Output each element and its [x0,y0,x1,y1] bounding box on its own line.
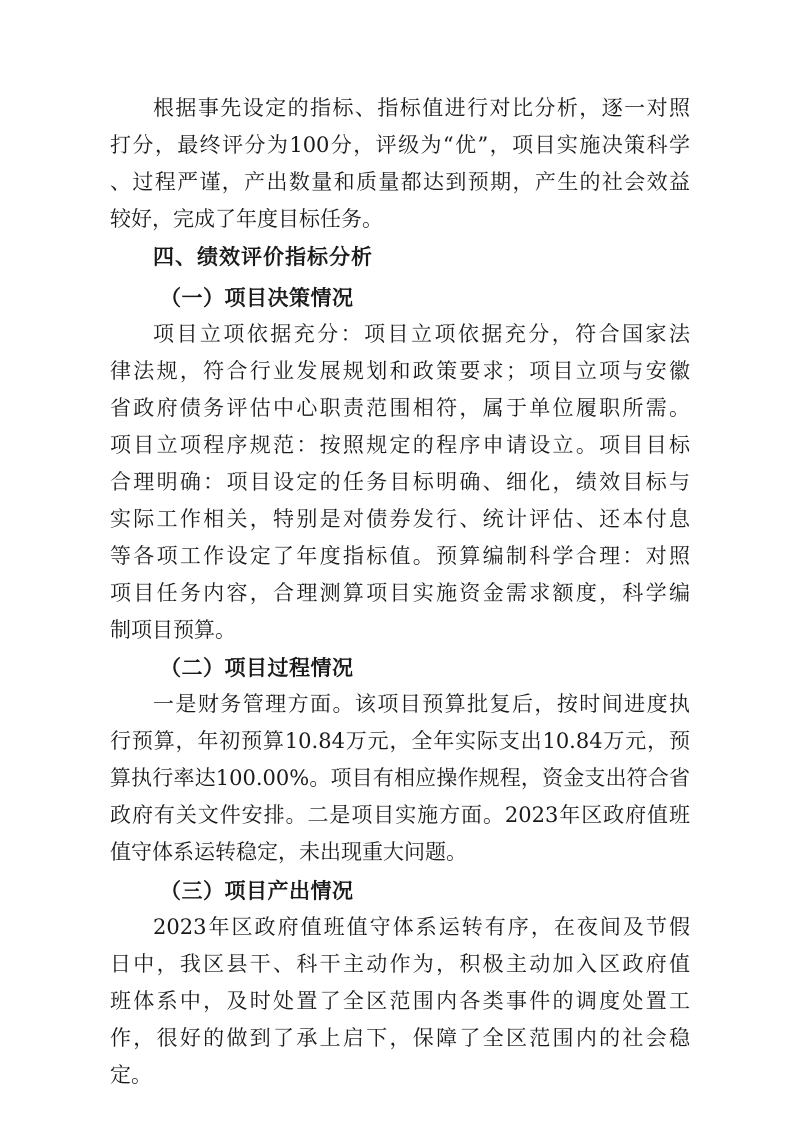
paragraph-line: 省政府债务评估中心职责范围相符，属于单位履职所需。 [110,396,690,420]
paragraph-line: 行预算，年初预算10.84万元，全年实际支出10.84万元，预 [110,729,690,753]
paragraph-line: 日中，我区县干、科干主动作为，积极主动加入区政府值 [110,952,690,976]
paragraph-line: 一是财务管理方面。该项目预算批复后，按时间进度执 [153,692,690,716]
paragraph-line: 政府有关文件安排。二是项目实施方面。2023年区政府值班 [110,803,690,827]
subsection-heading: （三）项目产出情况 [160,879,354,903]
paragraph-line: 班体系中，及时处置了全区范围内各类事件的调度处置工 [110,989,690,1013]
paragraph-line: 、过程严谨，产出数量和质量都达到预期，产生的社会效益 [110,170,690,194]
paragraph-line: 值守体系运转稳定，未出现重大问题。 [110,840,467,864]
paragraph-line: 合理明确：项目设定的任务目标明确、细化，绩效目标与 [110,470,690,494]
paragraph-line: 定。 [110,1063,152,1087]
paragraph-line: 打分，最终评分为100分，评级为“优”，项目实施决策科学 [110,133,690,157]
paragraph-line: 项目任务内容，合理测算项目实施资金需求额度，科学编 [110,581,690,605]
paragraph-line: 等各项工作设定了年度指标值。预算编制科学合理：对照 [110,544,690,568]
paragraph-line: 2023年区政府值班值守体系运转有序，在夜间及节假 [153,915,690,939]
paragraph-line: 较好，完成了年度目标任务。 [110,207,383,231]
paragraph-line: 算执行率达100.00%。项目有相应操作规程，资金支出符合省 [110,766,690,790]
paragraph-line: 制项目预算。 [110,618,236,642]
section-heading: 四、绩效评价指标分析 [153,245,373,269]
paragraph-line: 作，很好的做到了承上启下，保障了全区范围内的社会稳 [110,1026,690,1050]
paragraph-line: 实际工作相关，特别是对债券发行、统计评估、还本付息 [110,507,690,531]
subsection-heading: （一）项目决策情况 [160,286,354,310]
paragraph-line: 律法规，符合行业发展规划和政策要求；项目立项与安徽 [110,359,690,383]
paragraph-line: 根据事先设定的指标、指标值进行对比分析，逐一对照 [153,96,690,120]
paragraph-line: 项目立项依据充分：项目立项依据充分，符合国家法 [153,322,690,346]
paragraph-line: 项目立项程序规范：按照规定的程序申请设立。项目目标 [110,433,690,457]
subsection-heading: （二）项目过程情况 [160,656,354,680]
